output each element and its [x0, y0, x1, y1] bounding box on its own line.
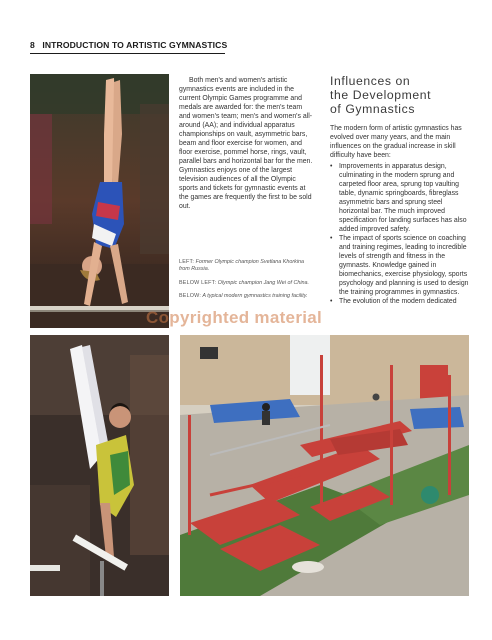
list-item: • The impact of sports science on coaching and training regimes, leading to incredible levels of strength and fitness in the gymnasts. Knowledge gained in biomechanics, exercise physiology, sports psychology and planning is used to design the training programmes in gymnastics.	[330, 235, 469, 296]
body-paragraph: Both men's and women's artistic gymnastics events are included in the current Olympic Games programme and medals are awarded for: the men's team and women's team; men's and women's all-around (AA); and individual apparatus championships on vault, asymmetric bars, beam and floor exercise for women, and floor exercise, pommel horse, rings, vault, parallel bars and horizontal bar for the men. Gymnastics enjoys one of the largest television audiences of all the Olympic sports and tickets for gymnastic events at the games are frequently the first to be sold out.	[179, 77, 313, 210]
section-influences	[330, 74, 470, 306]
photo-jang-wei-parallel-bars	[30, 335, 169, 596]
caption-below-left: BELOW LEFT: Olympic champion Jang Wei of China.	[179, 279, 310, 286]
copyright-watermark: Copyrighted material	[146, 308, 323, 327]
photo-khorkina-handstand	[30, 74, 169, 328]
running-header	[30, 40, 228, 50]
header-rule	[30, 53, 225, 54]
caption-left: LEFT: Former Olympic champion Svetlana Khorkina from Russia.	[179, 259, 305, 273]
list-item: • The evolution of the modern dedicated	[330, 298, 457, 305]
list-item: • Improvements in apparatus design, culminating in the modern sprung and carpeted floor area, sprung top vaulting table, dynamic springboards, fibreglass asymmetric bars and sprung steel horizontal bar. The much improved specification for landing surfaces has also added improved safety.	[330, 163, 467, 233]
section-heading: Influences on the Development of Gymnastics	[330, 74, 432, 116]
chapter-title: INTRODUCTION TO ARTISTIC GYMNASTICS	[42, 40, 228, 50]
influence-list	[330, 162, 470, 306]
photo-captions	[179, 259, 315, 306]
page-number: 8	[30, 40, 35, 50]
section-intro: The modern form of artistic gymnastics has evolved over many years, and the main influences on the gradual increase in skill difficulty have been:	[330, 125, 462, 159]
body-text-column	[179, 76, 315, 211]
photo-training-facility	[180, 335, 469, 596]
caption-below: BELOW: A typical modern gymnastics training facility.	[179, 292, 308, 299]
